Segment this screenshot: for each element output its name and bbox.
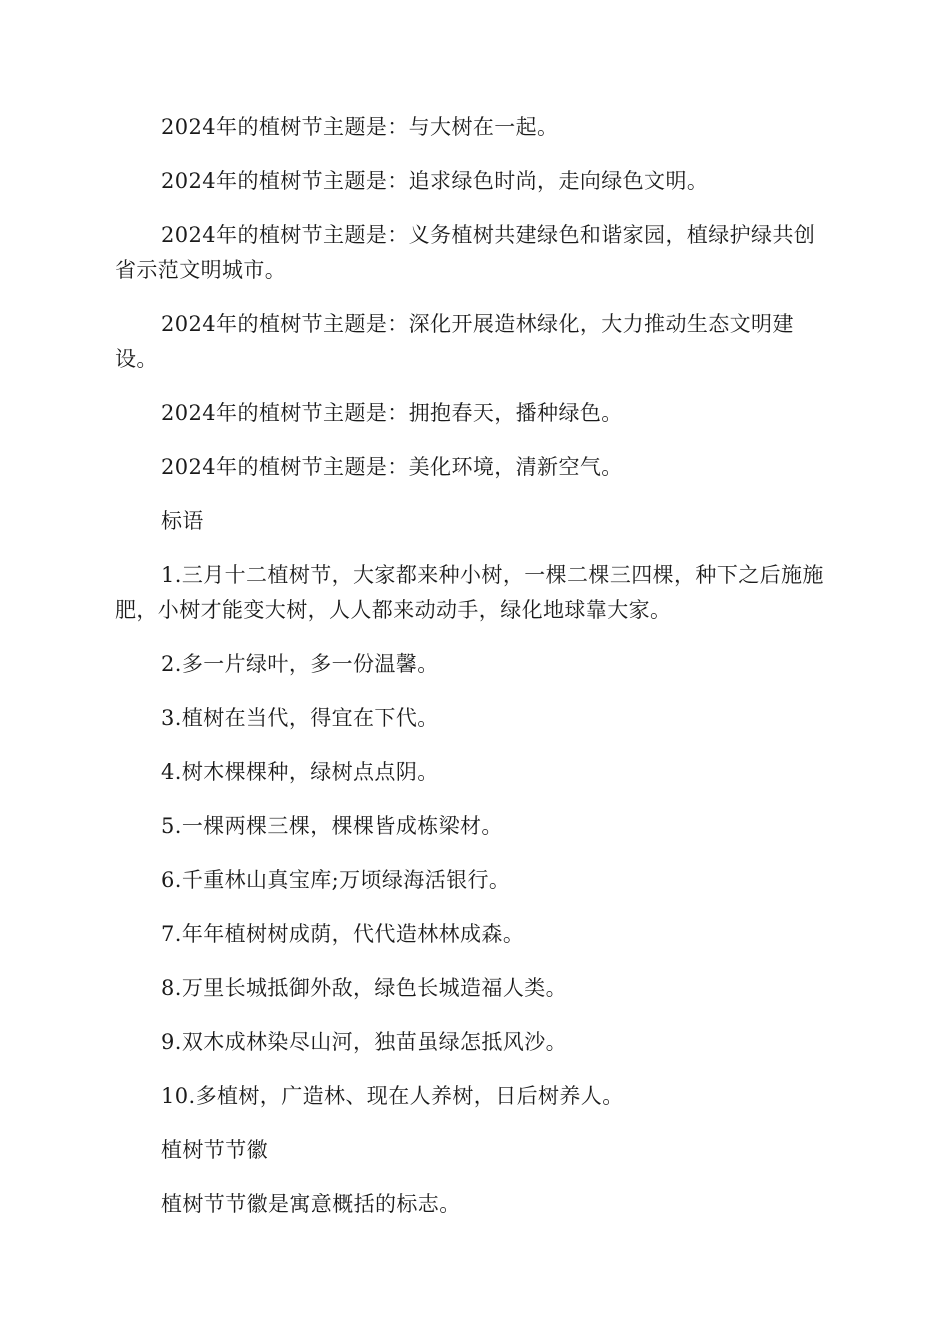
- slogan-item-1: 1.三月十二植树节，大家都来种小树，一棵二棵三四棵，种下之后施施肥，小树才能变大树，人人都来动动手，绿化地球靠大家。: [115, 563, 824, 622]
- slogan-item-10: 10.多植树，广造林、现在人养树，日后树养人。: [161, 1084, 624, 1108]
- slogan-item-9: 9.双木成林染尽山河，独苗虽绿怎抵风沙。: [161, 1030, 568, 1054]
- slogan-item-5: 5.一棵两棵三棵，棵棵皆成栋梁材。: [161, 814, 503, 838]
- slogan-item-8: 8.万里长城抵御外敌，绿色长城造福人类。: [161, 976, 568, 1000]
- theme-paragraph-4: 2024年的植树节主题是：深化开展造林绿化，大力推动生态文明建设。: [115, 312, 794, 371]
- theme-paragraph-5: 2024年的植树节主题是：拥抱春天，播种绿色。: [161, 401, 623, 425]
- section-heading-slogans: 标语: [161, 509, 204, 533]
- document-body: [115, 110, 835, 1241]
- emblem-paragraph: 植树节节徽是寓意概括的标志。: [161, 1192, 461, 1216]
- slogan-item-2: 2.多一片绿叶，多一份温馨。: [161, 652, 439, 676]
- slogan-item-3: 3.植树在当代，得宜在下代。: [161, 706, 439, 730]
- slogan-item-7: 7.年年植树树成荫，代代造林林成森。: [161, 922, 525, 946]
- theme-paragraph-2: 2024年的植树节主题是：追求绿色时尚，走向绿色文明。: [161, 169, 709, 193]
- slogan-item-6: 6.千重林山真宝库;万顷绿海活银行。: [161, 868, 511, 892]
- theme-paragraph-3: 2024年的植树节主题是：义务植树共建绿色和谐家园，植绿护绿共创省示范文明城市。: [115, 223, 816, 282]
- theme-paragraph-1: 2024年的植树节主题是：与大树在一起。: [161, 115, 559, 139]
- theme-paragraph-6: 2024年的植树节主题是：美化环境，清新空气。: [161, 455, 623, 479]
- section-heading-emblem: 植树节节徽: [161, 1138, 268, 1162]
- slogan-item-4: 4.树木棵棵种，绿树点点阴。: [161, 760, 439, 784]
